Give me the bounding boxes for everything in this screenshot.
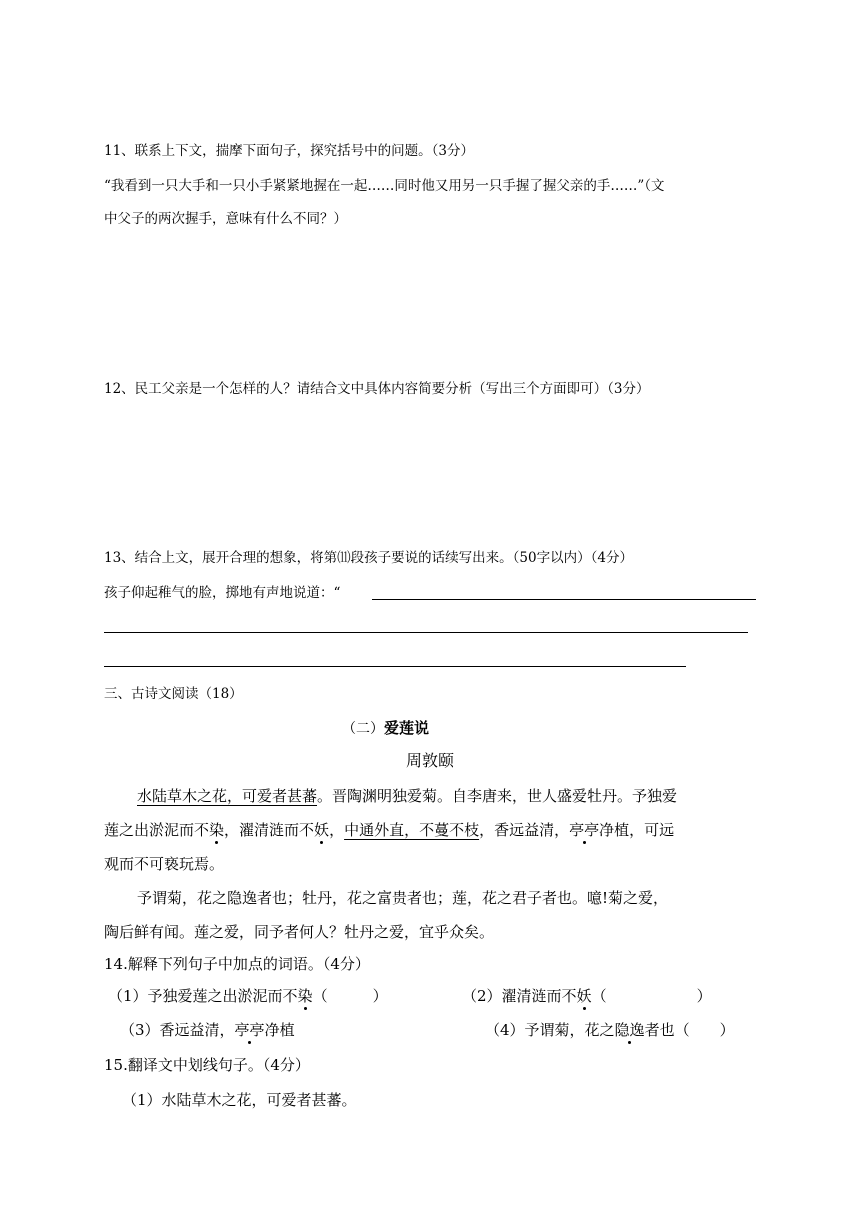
passage-p1-line1: 水陆草木之花，可爱者甚蕃。晋陶渊明独爱菊。自李唐来，世人盛爱牡丹。予独爱 — [137, 787, 678, 805]
q13-prompt: 孩子仰起稚气的脸，掷地有声地说道：“ — [104, 585, 341, 601]
q15-item1: （1）水陆草木之花，可爱者甚蕃。 — [122, 1091, 357, 1109]
q14-item2: （2）濯清涟而不妖（ ） — [462, 987, 712, 1005]
q13-title: 13、结合上文，展开合理的想象，将第⑾段孩子要说的话续写出来。（50字以内）（4分） — [104, 550, 633, 566]
passage-p2-line1: 予谓菊，花之隐逸者也；牡丹，花之富贵者也；莲，花之君子者也。噫!菊之爱， — [137, 889, 669, 907]
q11-title: 11、联系上下文，揣摩下面句子，探究括号中的问题。（3分） — [104, 143, 475, 159]
q14-item3: （3）香远益清，亭亭净植 — [120, 1021, 295, 1039]
q11-quote-line1: “我看到一只大手和一只小手紧紧地握在一起……同时他又用另一只手握了握父亲的手……”（文 — [104, 178, 665, 194]
underlined-sentence-2: 中通外直，不蔓不枝 — [344, 821, 480, 839]
answer-line-2[interactable] — [104, 632, 748, 633]
dotted-word: 染 — [297, 987, 313, 1005]
dotted-word: 亭亭 — [234, 1021, 265, 1039]
dotted-word-ran: 染 — [209, 821, 225, 839]
q12-title: 12、民工父亲是一个怎样的人？请结合文中具体内容简要分析（写出三个方面即可）（3分） — [104, 381, 650, 397]
q14-title: 14.解释下列句子中加点的词语。（4分） — [104, 955, 370, 973]
dotted-word: 隐逸 — [614, 1021, 645, 1039]
passage-p1-line3: 观而不可亵玩焉。 — [104, 855, 225, 873]
passage-p2-line2: 陶后鲜有闻。莲之爱，同予者何人？牡丹之爱，宜乎众矣。 — [104, 923, 495, 941]
dotted-word-yao: 妖 — [314, 821, 330, 839]
section-title: 三、古诗文阅读（18） — [104, 686, 243, 702]
dotted-word-tingting: 亭亭 — [569, 821, 600, 839]
q11-quote-line2: 中父子的两次握手，意味有什么不同？） — [104, 211, 347, 227]
answer-line-1[interactable] — [372, 599, 756, 600]
underlined-sentence-1: 水陆草木之花，可爱者甚蕃 — [137, 787, 318, 805]
passage-heading — [342, 721, 429, 736]
passage-p1-line2: 莲之出淤泥而不染，濯清涟而不妖，中通外直，不蔓不枝，香远益清，亭亭净植，可远 — [104, 821, 675, 839]
passage-title: 爱莲说 — [384, 719, 430, 737]
q14-item4: （4）予谓菊，花之隐逸者也（ ） — [485, 1021, 735, 1039]
passage-author: 周敦颐 — [406, 751, 455, 770]
answer-line-3[interactable] — [104, 666, 686, 667]
q14-item1: （1）予独爱莲之出淤泥而不染（ ） — [108, 987, 388, 1005]
passage-label: （二） — [342, 721, 384, 737]
q15-title: 15.翻译文中划线句子。（4分） — [104, 1056, 310, 1074]
dotted-word: 妖 — [576, 987, 592, 1005]
